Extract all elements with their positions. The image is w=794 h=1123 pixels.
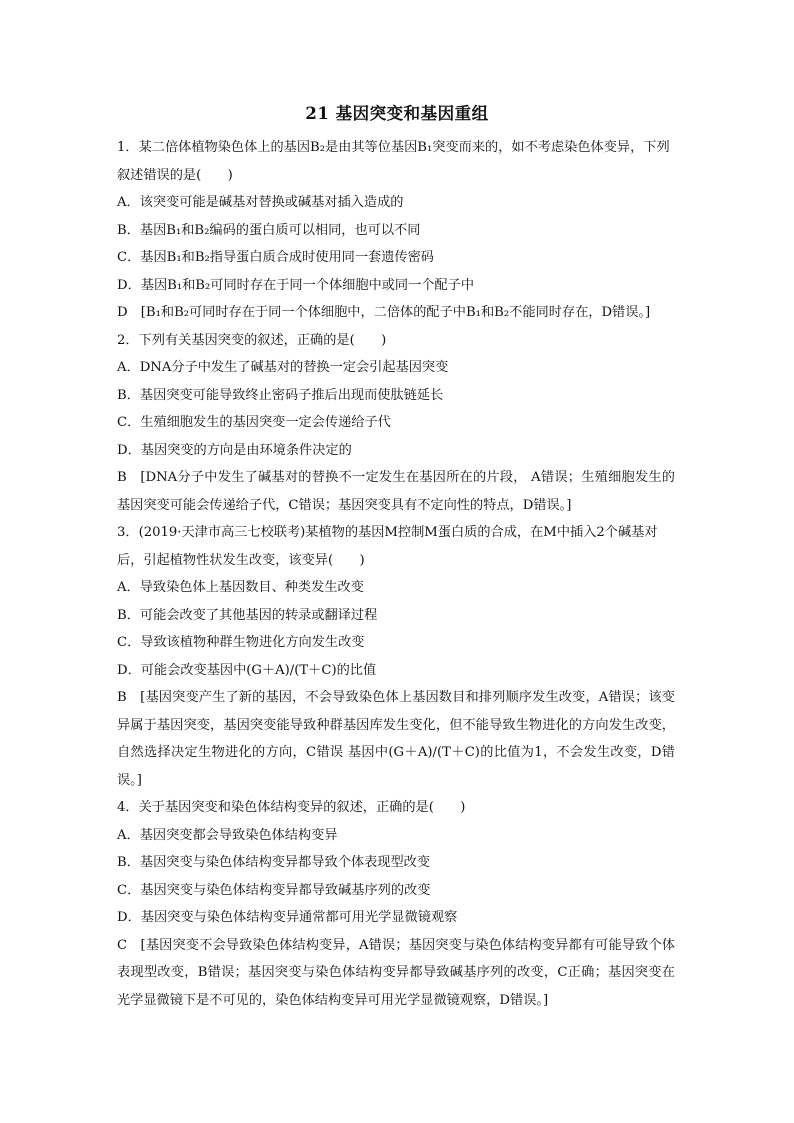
question-stem: 1．某二倍体植物染色体上的基因B₂是由其等位基因B₁突变而来的，如不考虑染色体变异，下列叙述错误的是( ): [117, 140, 670, 183]
answer-explanation: B [基因突变产生了新的基因，不会导致染色体上基因数目和排列顺序发生改变，A错误；该变异属于基因突变，基因突变能导致种群基因库发生变化，但不能导致生物进化的方向发生改变，自然选择决定生物进化的方向，C错误 基因中(G＋A)/(T＋C)的比值为1，不会发生改变，D错误。]: [117, 690, 675, 788]
option-c: C．基因突变与染色体结构变异都导致碱基序列的改变: [117, 882, 431, 898]
page-title: 21 基因突变和基因重组: [305, 104, 489, 123]
option-b: B．基因B₁和B₂编码的蛋白质可以相同，也可以不同: [117, 222, 421, 238]
option-c: C．导致该植物种群生物进化方向发生改变: [117, 635, 365, 650]
question-stem: 3．(2019·天津市高三七校联考)某植物的基因M控制M蛋白质的合成，在M中插入2个碱基对后，引起植物性状发生改变，该变异( ): [117, 525, 658, 568]
option-a: A．该突变可能是碱基对替换或碱基对插入造成的: [117, 195, 404, 210]
question-stem: 2．下列有关基因突变的叙述，正确的是( ): [117, 332, 387, 348]
option-c: C．生殖细胞发生的基因突变一定会传递给子代: [117, 415, 391, 430]
option-a: A．基因突变都会导致染色体结构变异: [117, 827, 338, 843]
question-2: [117, 327, 675, 520]
question-stem: 4．关于基因突变和染色体结构变异的叙述，正确的是( ): [117, 800, 466, 815]
answer-explanation: D [B₁和B₂可同时存在于同一个体细胞中，二倍体的配子中B₁和B₂不能同时存在，D错误。]: [117, 305, 651, 320]
option-b: B．基因突变可能导致终止密码子推后出现而使肽链延长: [117, 387, 444, 403]
option-a: A．导致染色体上基因数目、种类发生改变: [117, 580, 364, 595]
question-1: [117, 134, 675, 327]
question-3: [117, 519, 675, 794]
question-list: [117, 134, 675, 1014]
answer-explanation: C [基因突变不会导致染色体结构变异，A错误；基因突变与染色体结构变异都有可能导致个体表现型改变，B错误；基因突变与染色体结构变异都导致碱基序列的改变，C正确；基因突变在光学显微镜下是不可见的，染色体结构变异可用光学显微镜观察，D错误。]: [117, 937, 675, 1008]
option-d: D．可能会改变基因中(G＋A)/(T＋C)的比值: [117, 662, 377, 678]
option-d: D．基因突变的方向是由环境条件决定的: [117, 442, 352, 458]
answer-explanation: B [DNA分子中发生了碱基对的替换不一定发生在基因所在的片段， A错误；生殖细胞发生的基因突变可能会传递给子代，C错误；基因突变具有不定向性的特点，D错误。]: [117, 470, 675, 513]
option-b: B．可能会改变了其他基因的转录或翻译过程: [117, 607, 378, 623]
question-4: [117, 794, 675, 1014]
option-a: A．DNA分子中发生了碱基对的替换一定会引起基因突变: [117, 360, 449, 375]
option-b: B．基因突变与染色体结构变异都导致个体表现型改变: [117, 855, 431, 870]
option-d: D．基因B₁和B₂可同时存在于同一个体细胞中或同一个配子中: [117, 277, 475, 293]
option-c: C．基因B₁和B₂指导蛋白质合成时使用同一套遗传密码: [117, 250, 434, 265]
option-d: D．基因突变与染色体结构变异通常都可用光学显微镜观察: [117, 910, 458, 925]
